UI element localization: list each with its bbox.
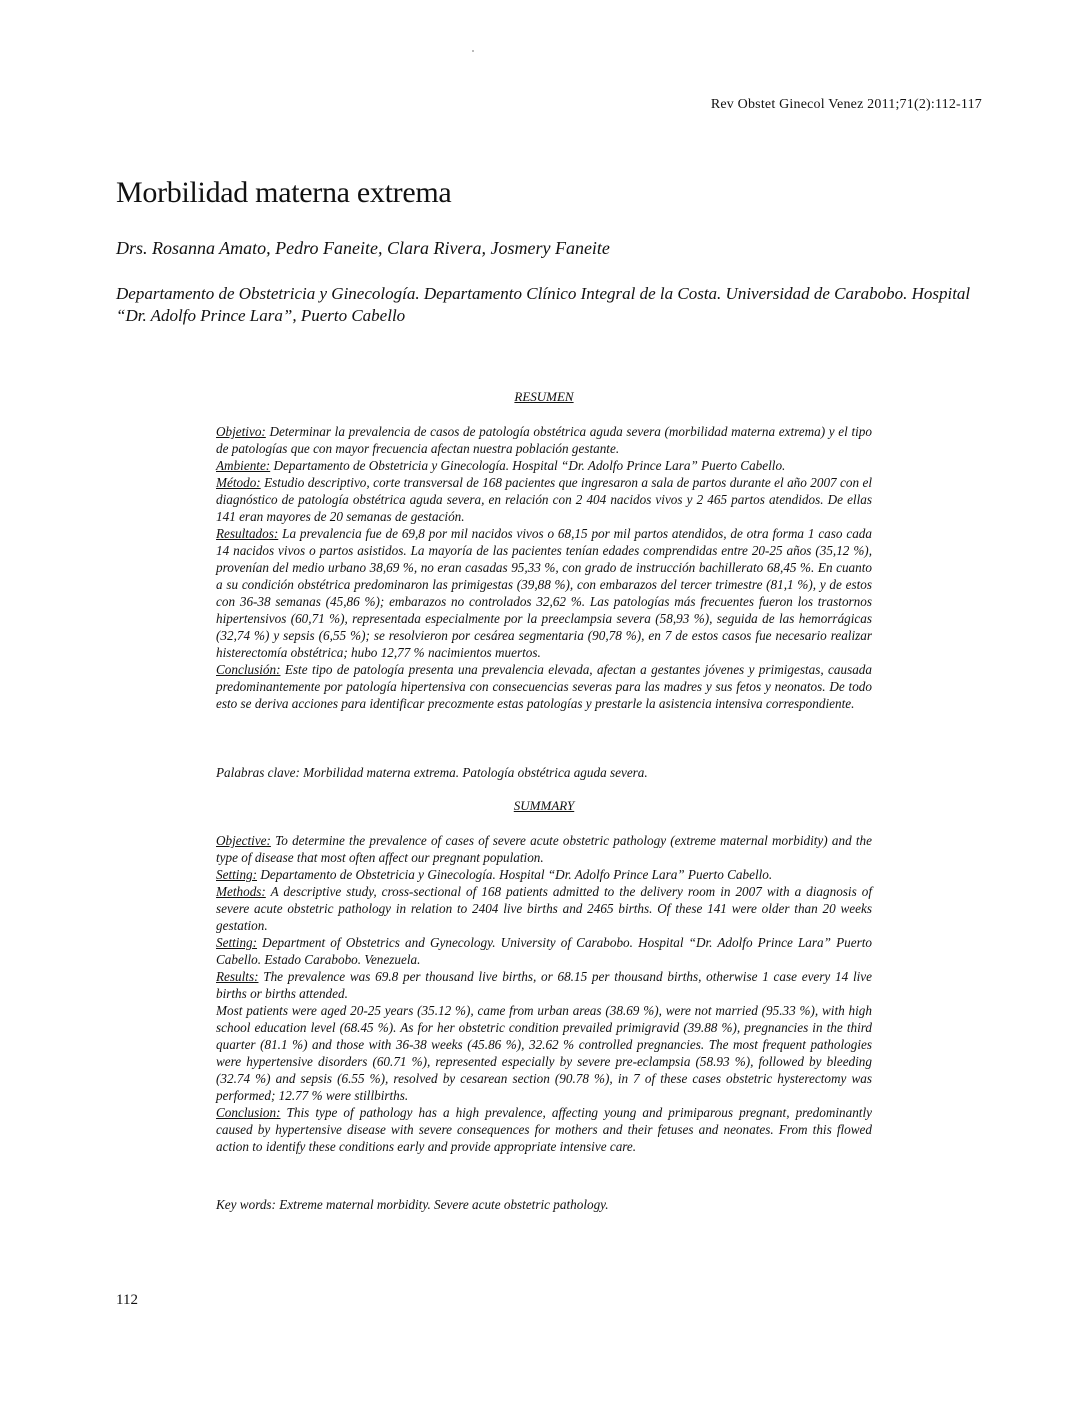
results-label: Results: <box>216 969 259 984</box>
resumen-heading: RESUMEN <box>514 389 574 404</box>
summary-results-detail: Most patients were aged 20-25 years (35.12 %), came from urban areas (38.69 %), were not married (95.33 %), with high school education level (68.45 %). As for her obstetric condition prevailed primigravid (39.88 %), pregnancies in the third quarter (81.1 %) and those with 36-38 weeks (45.86 %), 32.62 % controlled pregnancies. The most frequent pathologies were hypertensive disorders (60.71 %), represented especially by severe pre-eclampsia (58.93 %), followed by bleeding (32.74 %) and sepsis (6.55 %), resolved by cesarean section (90.78 %), in 7 of these cases obstetric hysterectomy was performed; 12.77 % were stillbirths. <box>216 1003 872 1103</box>
resumen-conclusion <box>216 661 872 712</box>
resumen-body <box>216 423 872 712</box>
ambiente-label: Ambiente: <box>216 458 271 473</box>
results-text: The prevalence was 69.8 per thousand live births, or 68.15 per thousand births, otherwise 1 case every 14 live births or births attended. <box>216 969 872 1001</box>
summary-results <box>216 968 872 1002</box>
author-list: Drs. Rosanna Amato, Pedro Faneite, Clara Rivera, Josmery Faneite <box>116 238 610 258</box>
resumen-ambiente <box>216 457 872 474</box>
conclusion-en-label: Conclusion: <box>216 1105 281 1120</box>
resultados-label: Resultados: <box>216 526 279 541</box>
objetivo-label: Objetivo: <box>216 424 266 439</box>
summary-conclusion <box>216 1104 872 1155</box>
summary-setting-1 <box>216 866 872 883</box>
summary-objective <box>216 832 872 866</box>
setting-2-text: Department of Obstetrics and Gynecology. University of Carabobo. Hospital “Dr. Adolfo Prince Lara” Puerto Cabello. Estado Carabobo. Venezuela. <box>216 935 872 967</box>
conclusion-text: Este tipo de patología presenta una prevalencia elevada, afectan a gestantes jóvenes y primigestas, causada predominantemente por patología hipertensiva con consecuencias severas para las madres y sus fetos y neonatos. De todo esto se deriva acciones para identificar precozmente estas patologías y prestarle la asistencia intensiva correspondiente. <box>216 662 872 711</box>
palabras-clave: Palabras clave: Morbilidad materna extrema. Patología obstétrica aguda severa. <box>216 765 648 780</box>
objetivo-text: Determinar la prevalencia de casos de patología obstétrica aguda severa (morbilidad materna extrema) y el tipo de patologías que con mayor frecuencia afectan nuestra población gestante. <box>216 424 872 456</box>
conclusion-label: Conclusión: <box>216 662 281 677</box>
methods-text: A descriptive study, cross-sectional of 168 patients admitted to the delivery room in 2007 with a diagnosis of severe acute obstetric pathology in relation to 2404 live births and 2465 births. Of these 141 were older than 20 weeks gestation. <box>216 884 872 933</box>
metodo-label: Método: <box>216 475 261 490</box>
resumen-metodo <box>216 474 872 525</box>
page-number: 112 <box>116 1292 138 1308</box>
affiliation: Departamento de Obstetricia y Ginecología. Departamento Clínico Integral de la Costa. Universidad de Carabobo. Hospital “Dr. Adolfo Prince Lara”, Puerto Cabello <box>116 284 971 325</box>
resumen-resultados <box>216 525 872 661</box>
summary-body <box>216 832 872 1155</box>
ambiente-text: Departamento de Obstetricia y Ginecología. Hospital “Dr. Adolfo Prince Lara” Puerto Cabello. <box>270 458 786 473</box>
summary-setting-2 <box>216 934 872 968</box>
summary-methods <box>216 883 872 934</box>
methods-label: Methods: <box>216 884 266 899</box>
resumen-objetivo <box>216 423 872 457</box>
summary-heading: SUMMARY <box>513 798 575 813</box>
setting-1-label: Setting: <box>216 867 258 882</box>
journal-reference: Rev Obstet Ginecol Venez 2011;71(2):112-117 <box>710 97 982 112</box>
metodo-text: Estudio descriptivo, corte transversal de 168 pacientes que ingresaron a sala de partos durante el año 2007 con el diagnóstico de patología obstétrica aguda severa, en relación con 2 404 nacidos vivos y 2 465 partos atendidos. De ellas 141 eran mayores de 20 semanas de gestación. <box>216 475 872 524</box>
conclusion-en-text: This type of pathology has a high prevalence, affecting young and primiparous pregnant, predominantly caused by hypertensive disease with severe consequences for mothers and their fetuses and neonates. From this flowed action to identify these conditions early and provide appropriate intensive care. <box>216 1105 872 1154</box>
setting-1-text: Departamento de Obstetricia y Ginecología. Hospital “Dr. Adolfo Prince Lara” Puerto Cabello. <box>257 867 773 882</box>
article-title: Morbilidad materna extrema <box>116 176 452 209</box>
resultados-text: La prevalencia fue de 69,8 por mil nacidos vivos o 68,15 por mil partos atendidos, de otra forma 1 caso cada 14 nacidos vivos o partos asistidos. La mayoría de las pacientes tenían edades comprendidas entre 20-25 años (35,12 %), provenían del medio urbano 38,69 %, no eran casadas 95,33 %, con grado de instrucción bachillerato 68,45 %. En cuanto a su condición obstétrica predominaron las primigestas (39,88 %), con embarazos del tercer trimestre (81,1 %), y de estos con 36-38 semanas (45,86 %); embarazos no controlados 32,62 %. Las patologías más frecuentes fueron los trastornos hipertensivos (60,71 %), representada especialmente por la preeclampsia severa (58,93 %), seguida de las hemorrágicas (32,74 %) y sepsis (6,55 %); se resolvieron por cesárea segmentaria (90,78 %), en 7 de estos casos fue necesario realizar histerectomía obstétrica; hubo 12,77 % nacimientos muertos. <box>216 526 872 660</box>
objective-label: Objective: <box>216 833 271 848</box>
key-words: Key words: Extreme maternal morbidity. Severe acute obstetric pathology. <box>216 1197 609 1212</box>
objective-text: To determine the prevalence of cases of severe acute obstetric pathology (extreme maternal morbidity) and the type of disease that most often affect our pregnant population. <box>216 833 872 865</box>
scan-speck <box>472 50 474 52</box>
setting-2-label: Setting: <box>216 935 258 950</box>
